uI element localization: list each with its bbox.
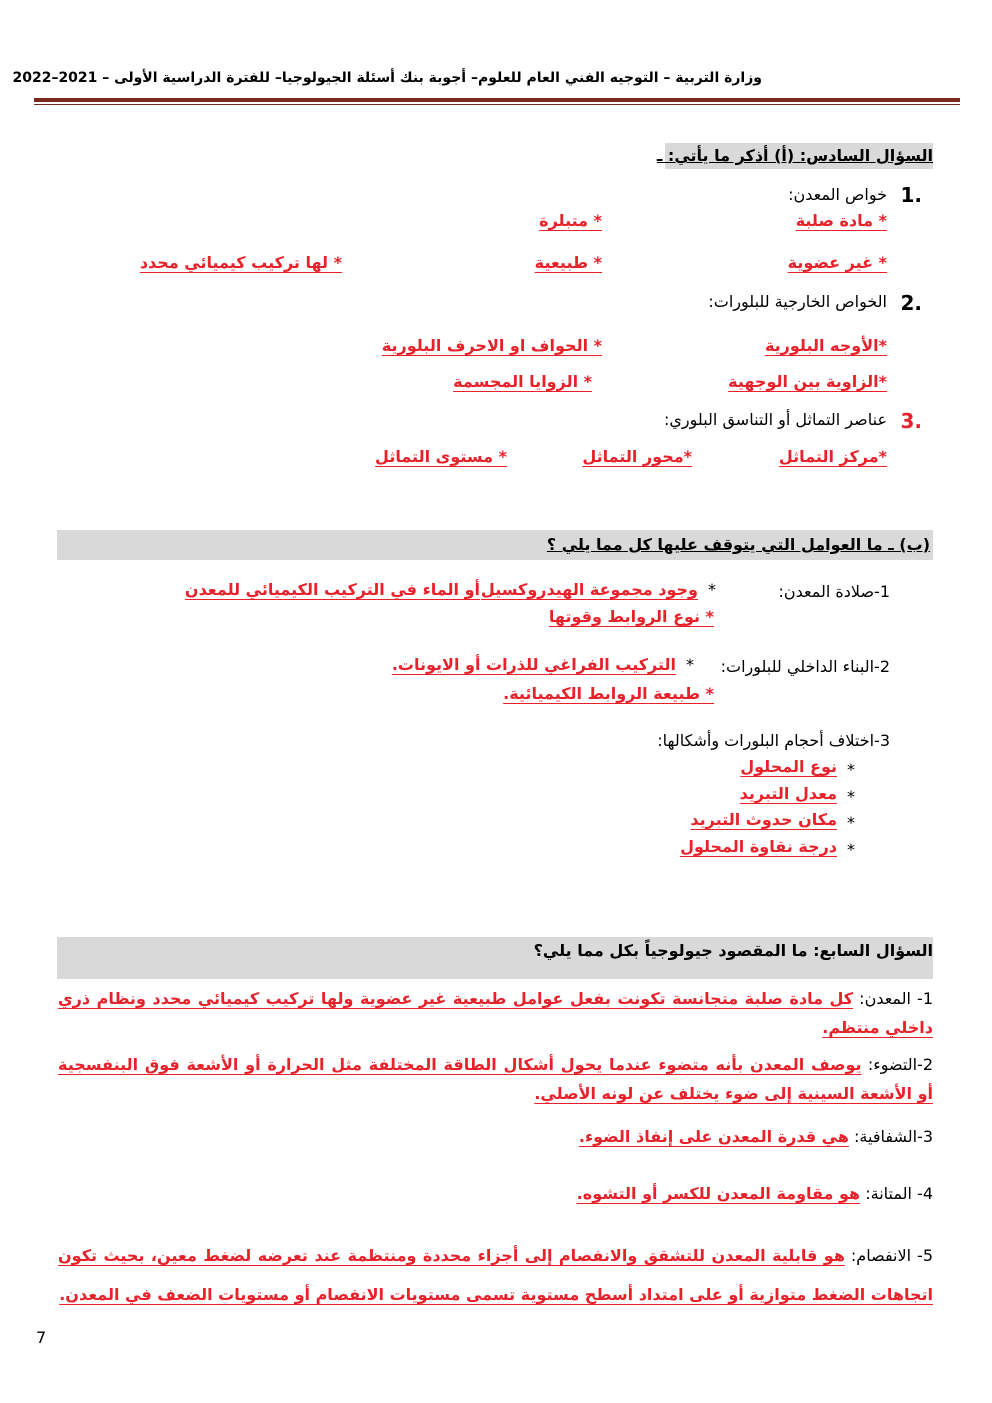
q6b-item1-answer-3: * نوع الروابط وقوتها — [548, 607, 714, 626]
q6b-title: (ب) ـ ما العوامل التي يتوقف عليها كل مما يلي ؟ — [546, 535, 930, 554]
q6-item1-answer-5: * لها تركيب كيميائي محدد — [139, 253, 342, 272]
q6b-item1-label: 1-صلادة المعدن: — [778, 582, 890, 601]
q7-item1-term: 1- المعدن: — [859, 989, 934, 1008]
q6-item1-answer-1: * مادة صلبة — [795, 211, 887, 230]
q6-item2-answer-2: * الحواف او الاحرف البلورية — [381, 336, 602, 355]
q6b-item2-answer-1: التركيب الفراغي للذرات أو الايونات. — [391, 655, 676, 674]
header-rule-thick — [34, 98, 960, 102]
q6-item3-answer-3: * مستوى التماثل — [375, 447, 507, 466]
q7-item4-def: هو مقاومة المعدن للكسر أو التشوه. — [576, 1184, 861, 1203]
q7-item1-def: كل مادة صلبة متجانسة تكونت بفعل عوامل طبيعية غير عضوية ولها تركيب كيميائي محدد ونظام ذري داخلي منتظم. — [58, 989, 933, 1037]
q7-item4-term: 4- المتانة: — [865, 1184, 933, 1203]
q7-item3 — [58, 1122, 933, 1151]
q6-item1-answer-4: * طبيعية — [534, 253, 602, 272]
q6b-item3-bullet-1: * — [847, 760, 855, 779]
q6b-item2-star: * — [686, 655, 694, 674]
q6-item3-answer-1: *مركز التماثل — [778, 447, 887, 466]
q6-item2-answer-1: *الأوجه البلورية — [764, 336, 887, 355]
q7-item5-term: 5- الانفصام: — [850, 1246, 934, 1265]
q6-item2-answer-4: * الزوايا المجسمة — [453, 372, 592, 391]
q6b-item3-bullet-2: * — [847, 787, 855, 806]
q6b-item3-answer-2: معدل التبريد — [739, 784, 837, 803]
q6b-item1-answer-2: أو الماء في التركيب الكيميائي للمعدن — [184, 580, 480, 599]
q7-item1 — [58, 984, 933, 1042]
q6b-item3-answer-4: درجة نقاوة المحلول — [680, 837, 837, 856]
q6-item2-number: 2. — [900, 291, 922, 315]
q6-item2-answer-3: *الزاوية بين الوجهية — [728, 372, 887, 391]
q6b-item1-answer-1: وجود مجموعة الهيدروكسيل — [480, 580, 698, 599]
q7-item2-term: 2-التضوء: — [867, 1055, 933, 1074]
q7-title: السؤال السابع: ما المقصود جيولوجياً بكل مما يلي؟ — [533, 941, 933, 960]
q6b-item3-answer-3: مكان حدوث التبريد — [690, 810, 837, 829]
page-number: 7 — [36, 1328, 47, 1347]
q7-item3-term: 3-الشفافية: — [854, 1127, 933, 1146]
q6-item1-answer-3: * غير عضوية — [787, 253, 887, 272]
q6b-item3-label: 3-اختلاف أحجام البلورات وأشكالها: — [657, 731, 890, 750]
q7-item4 — [58, 1179, 933, 1208]
q7-item5 — [58, 1236, 933, 1314]
header-rule-thin — [34, 104, 960, 105]
q6-item1-number: 1. — [900, 183, 922, 207]
q6-title: السؤال السادس: (أ) أذكر ما يأتي: ـ — [656, 146, 933, 165]
q6b-item2-answer-2: * طبيعة الروابط الكيميائية. — [503, 684, 714, 703]
q7-item3-def: هي قدرة المعدن على إنفاذ الضوء. — [578, 1127, 849, 1146]
q6-item3-label: عناصر التماثل أو التناسق البلوري: — [664, 410, 887, 429]
q7-item2 — [58, 1050, 933, 1108]
q6b-item2-label: 2-البناء الداخلي للبلورات: — [720, 657, 890, 676]
q6-item1-answer-2: * متبلرة — [539, 211, 602, 230]
q6-item2-label: الخواص الخارجية للبلورات: — [708, 292, 887, 311]
q6b-item3-bullet-4: * — [847, 840, 855, 859]
q6b-item3-bullet-3: * — [847, 813, 855, 832]
q6b-item3-answer-1: نوع المحلول — [740, 757, 837, 776]
q7-item5-def: هو قابلية المعدن للتشقق والانفصام إلى أجزاء محددة ومنتظمة عند تعرضه لضغط معين، بحيث تكون اتجاهات الضغط متوازية أو على امتداد أسطح مستوية تسمى مستويات الانفصام أو مستويات الضعف في المعدن. — [58, 1246, 933, 1304]
q6-item3-number: 3. — [900, 409, 922, 433]
q6-item1-label: خواص المعدن: — [788, 185, 887, 204]
header-title: وزارة التربية – التوجيه الفني العام للعلوم– أجوبة بنك أسئلة الجيولوجيا– للفترة الدراسية الأولى – 2021–2022 — [12, 70, 762, 86]
q6-item3-answer-2: *محور التماثل — [582, 447, 692, 466]
q7-item2-def: يوصف المعدن بأنه متضوء عندما يحول أشكال الطاقة المختلفة مثل الحرارة أو الأشعة فوق البنفسجية أو الأشعة السينية إلى ضوء يختلف عن لونه الأصلي. — [58, 1055, 933, 1103]
q6b-item1-star: * — [708, 580, 716, 599]
